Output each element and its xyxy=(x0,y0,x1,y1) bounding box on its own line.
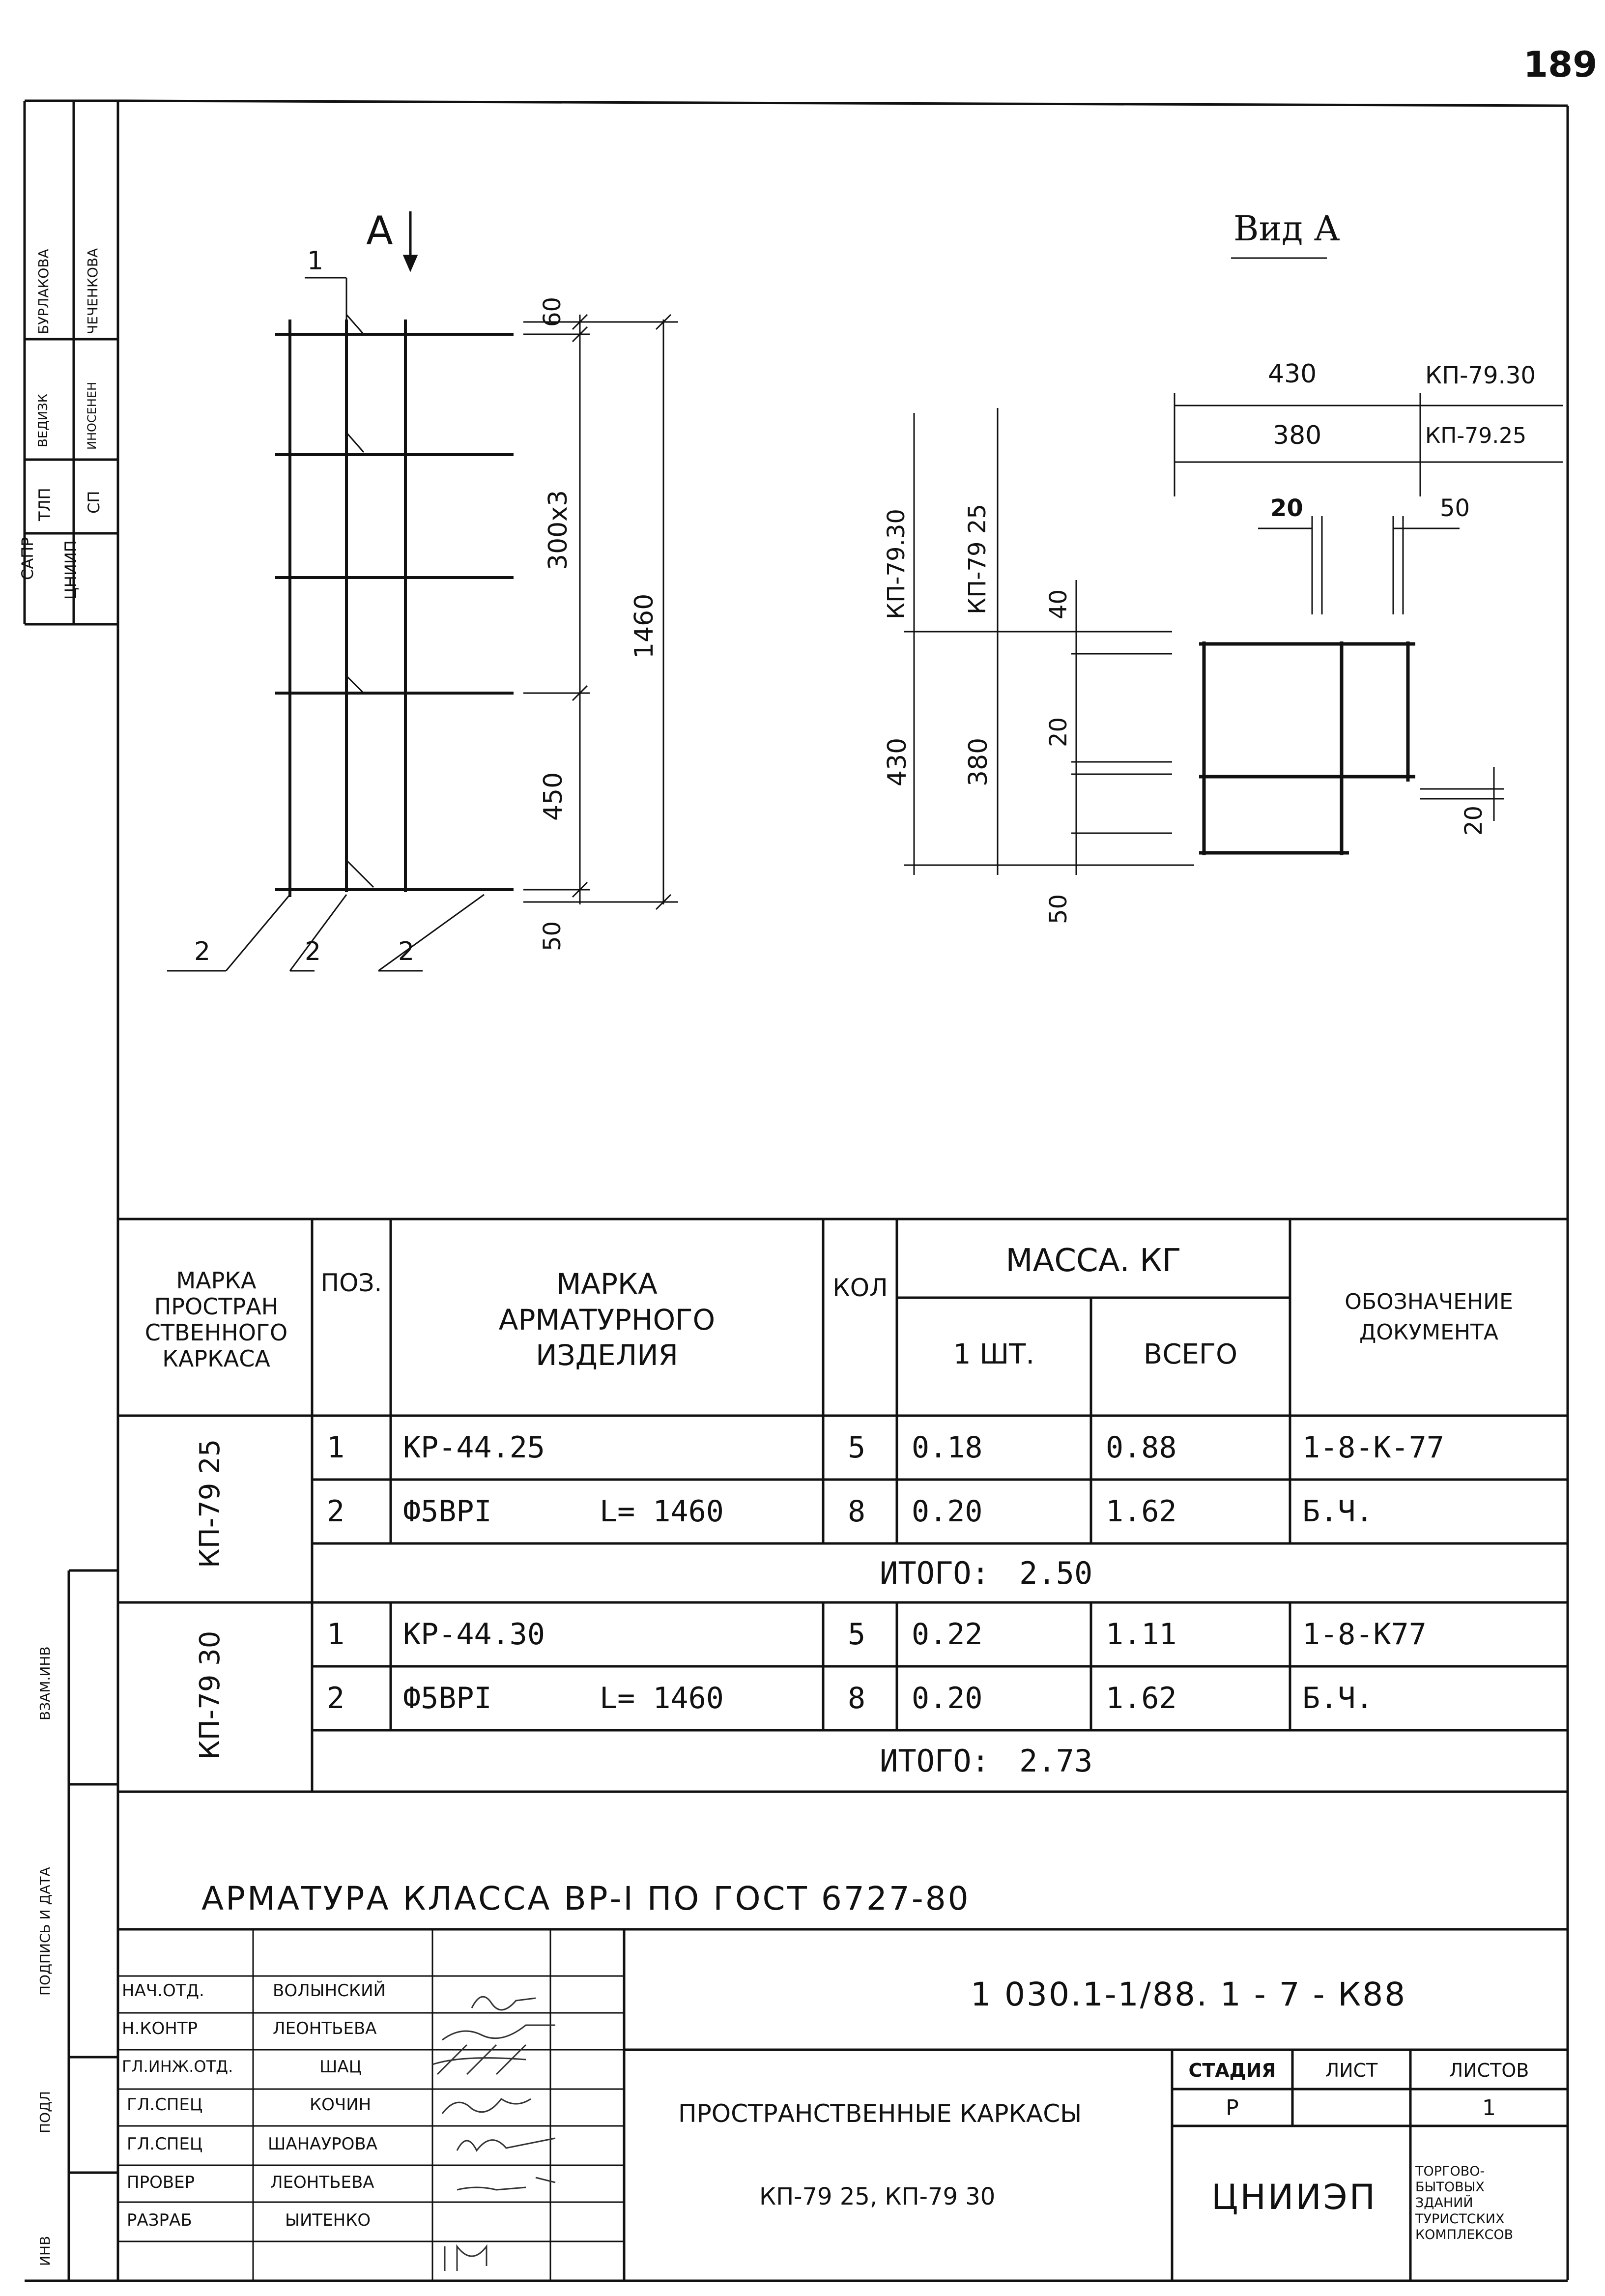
header-mark-item: МАРКА АРМАТУРНОГО ИЗДЕЛИЯ xyxy=(498,1267,716,1372)
role-label: РАЗРАБ xyxy=(127,2210,192,2230)
role-name: КОЧИН xyxy=(310,2095,372,2115)
group-frame-mark: КП-79 25 xyxy=(194,1439,226,1568)
role-label: ГЛ.СПЕЦ xyxy=(127,2095,203,2115)
cell-one: 0.20 xyxy=(912,1494,983,1529)
group-frame-mark: КП-79 30 xyxy=(194,1630,226,1760)
dim-20-right: 20 xyxy=(1460,805,1488,836)
group-total: ИТОГО: 2.50 xyxy=(880,1555,1093,1591)
document-subtitle: КП-79 25, КП-79 30 xyxy=(759,2183,996,2210)
group-total: ИТОГО: 2.73 xyxy=(880,1743,1093,1779)
header-doc: ОБОЗНАЧЕНИЕ ДОКУМЕНТА xyxy=(1345,1289,1513,1345)
cell-qty: 8 xyxy=(848,1681,866,1715)
document-title: ПРОСТРАНСТВЕННЫЕ КАРКАСЫ xyxy=(678,2099,1082,2128)
role-name: ЛЕОНТЬЕВА xyxy=(273,2019,377,2038)
signature-mark xyxy=(457,2138,555,2151)
position-1-label: 1 xyxy=(307,246,324,276)
cell-item: Ф5ВРI xyxy=(403,1681,492,1715)
stamp-label-inv: ИНВ xyxy=(37,2236,53,2266)
stamp-row-2-a: ВЕДИЗК xyxy=(36,393,51,447)
cell-pos: 2 xyxy=(327,1494,345,1529)
document-code: 1 030.1-1/88. 1 - 7 - К88 xyxy=(971,1976,1407,2013)
role-name: ВОЛЫНСКИЙ xyxy=(273,1981,386,2001)
position-2b-label: 2 xyxy=(305,937,321,966)
header-mass-total: ВСЕГО xyxy=(1143,1338,1238,1370)
stamp-row-0-a: САПР xyxy=(18,537,37,580)
dim-20-top: 20 xyxy=(1270,494,1303,522)
cell-doc: Б.Ч. xyxy=(1302,1494,1374,1529)
stamp-row-1-b: СП xyxy=(85,491,103,514)
sheet-value xyxy=(1295,2092,1408,2124)
header-qty: КОЛ xyxy=(832,1274,888,1302)
role-label: Н.КОНТР xyxy=(122,2019,198,2038)
cell-one: 0.18 xyxy=(912,1430,983,1465)
cell-doc: Б.Ч. xyxy=(1302,1681,1374,1715)
signature-mark xyxy=(432,2045,526,2074)
cell-doc: 1-8-К77 xyxy=(1302,1617,1427,1652)
signature-mark xyxy=(442,2025,555,2040)
dim-430-top: 430 xyxy=(1268,359,1317,389)
view-title: Вид А xyxy=(1233,208,1340,249)
organization-name: ЦНИИЭП xyxy=(1211,2177,1377,2217)
stamp-row-3-b: ЧЕЧЕНКОВА xyxy=(85,248,101,334)
cell-qty: 8 xyxy=(848,1494,866,1529)
dim-1460: 1460 xyxy=(630,593,659,659)
cell-pos: 1 xyxy=(327,1617,345,1652)
cell-total: 0.88 xyxy=(1106,1430,1177,1465)
section-label: А xyxy=(366,208,393,254)
cell-doc: 1-8-К-77 xyxy=(1302,1430,1444,1465)
signature-mark xyxy=(442,2099,531,2114)
role-label: ГЛ.ИНЖ.ОТД. xyxy=(122,2057,233,2076)
sheets-header: ЛИСТОВ xyxy=(1449,2060,1529,2081)
cell-total: 1.62 xyxy=(1106,1681,1177,1715)
organization-note: ТОРГОВО- БЫТОВЫХ ЗДАНИЙ ТУРИСТСКИХ КОМПЛЕКСОВ xyxy=(1415,2163,1514,2243)
cell-total: 1.62 xyxy=(1106,1494,1177,1529)
cell-item: Ф5ВРI xyxy=(403,1494,492,1529)
cell-qty: 5 xyxy=(848,1617,866,1652)
sheet-header: ЛИСТ xyxy=(1325,2060,1378,2081)
sheets-value: 1 xyxy=(1482,2095,1496,2121)
dim-50: 50 xyxy=(539,921,566,951)
signature-mark xyxy=(472,1997,536,2010)
dim-450: 450 xyxy=(539,772,568,821)
page-number: 189 xyxy=(1523,44,1598,85)
dim-20-left: 20 xyxy=(1045,717,1072,747)
role-name: ШАНАУРОВА xyxy=(268,2134,378,2154)
mark-kp-79-25-top: КП-79.25 xyxy=(1425,423,1527,448)
signature-mark xyxy=(457,2178,555,2190)
header-pos: ПОЗ. xyxy=(320,1269,382,1297)
cell-pos: 2 xyxy=(327,1681,345,1715)
cell-length: L= 1460 xyxy=(600,1681,724,1715)
position-2a-label: 2 xyxy=(194,937,211,966)
dim-430-left: 430 xyxy=(883,737,912,786)
role-label: ГЛ.СПЕЦ xyxy=(127,2134,203,2154)
stamp-row-3-a: БУРЛАКОВА xyxy=(35,249,52,334)
dim-40: 40 xyxy=(1045,589,1072,619)
mark-kp-79-30-top: КП-79.30 xyxy=(1425,362,1536,389)
dim-50-left: 50 xyxy=(1045,894,1072,924)
stamp-row-1-a: ТЛП xyxy=(35,488,54,521)
stamp-row-0-b: ЦНИИП xyxy=(61,540,80,600)
material-note: АРМАТУРА КЛАССА ВР-I ПО ГОСТ 6727-80 xyxy=(201,1880,971,1918)
cell-item: КР-44.25 xyxy=(403,1430,545,1465)
stage-value: Р xyxy=(1226,2095,1239,2121)
cell-length: L= 1460 xyxy=(600,1494,724,1529)
dim-50-top: 50 xyxy=(1440,494,1470,522)
cell-qty: 5 xyxy=(848,1430,866,1465)
role-name: ШАЦ xyxy=(319,2057,362,2077)
cell-total: 1.11 xyxy=(1106,1617,1177,1652)
signature-mark xyxy=(445,2246,487,2271)
stamp-label-podpis: ПОДПИСЬ И ДАТА xyxy=(37,1867,53,1996)
stamp-label-podl: ПОДЛ xyxy=(37,2091,53,2133)
stage-header: СТАДИЯ xyxy=(1188,2060,1276,2081)
dim-60: 60 xyxy=(539,296,566,327)
cell-one: 0.20 xyxy=(912,1681,983,1715)
cell-item: КР-44.30 xyxy=(403,1617,545,1652)
cell-one: 0.22 xyxy=(912,1617,983,1652)
vlabel-kp-79-30: КП-79.30 xyxy=(883,509,910,619)
vlabel-kp-79-25: КП-79 25 xyxy=(964,504,991,614)
stamp-label-vzam: ВЗАМ.ИНВ xyxy=(37,1646,53,1720)
role-name: ЛЕОНТЬЕВА xyxy=(270,2173,374,2192)
role-label: ПРОВЕР xyxy=(127,2173,195,2192)
role-label: НАЧ.ОТД. xyxy=(122,1981,204,2001)
stamp-row-2-b: ИНОСЕНЕН xyxy=(85,381,99,450)
role-name: ЫИТЕНКО xyxy=(285,2210,371,2230)
position-2c-label: 2 xyxy=(398,937,415,966)
header-mark-frame: МАРКА ПРОСТРАН СТВЕННОГО КАРКАСА xyxy=(144,1267,288,1372)
header-mass: МАССА. КГ xyxy=(1005,1243,1181,1279)
dim-380-top: 380 xyxy=(1273,421,1322,450)
dim-380-left: 380 xyxy=(964,737,993,786)
header-mass-one: 1 ШТ. xyxy=(953,1338,1035,1370)
cell-pos: 1 xyxy=(327,1430,345,1465)
dim-300x3: 300х3 xyxy=(544,490,573,570)
